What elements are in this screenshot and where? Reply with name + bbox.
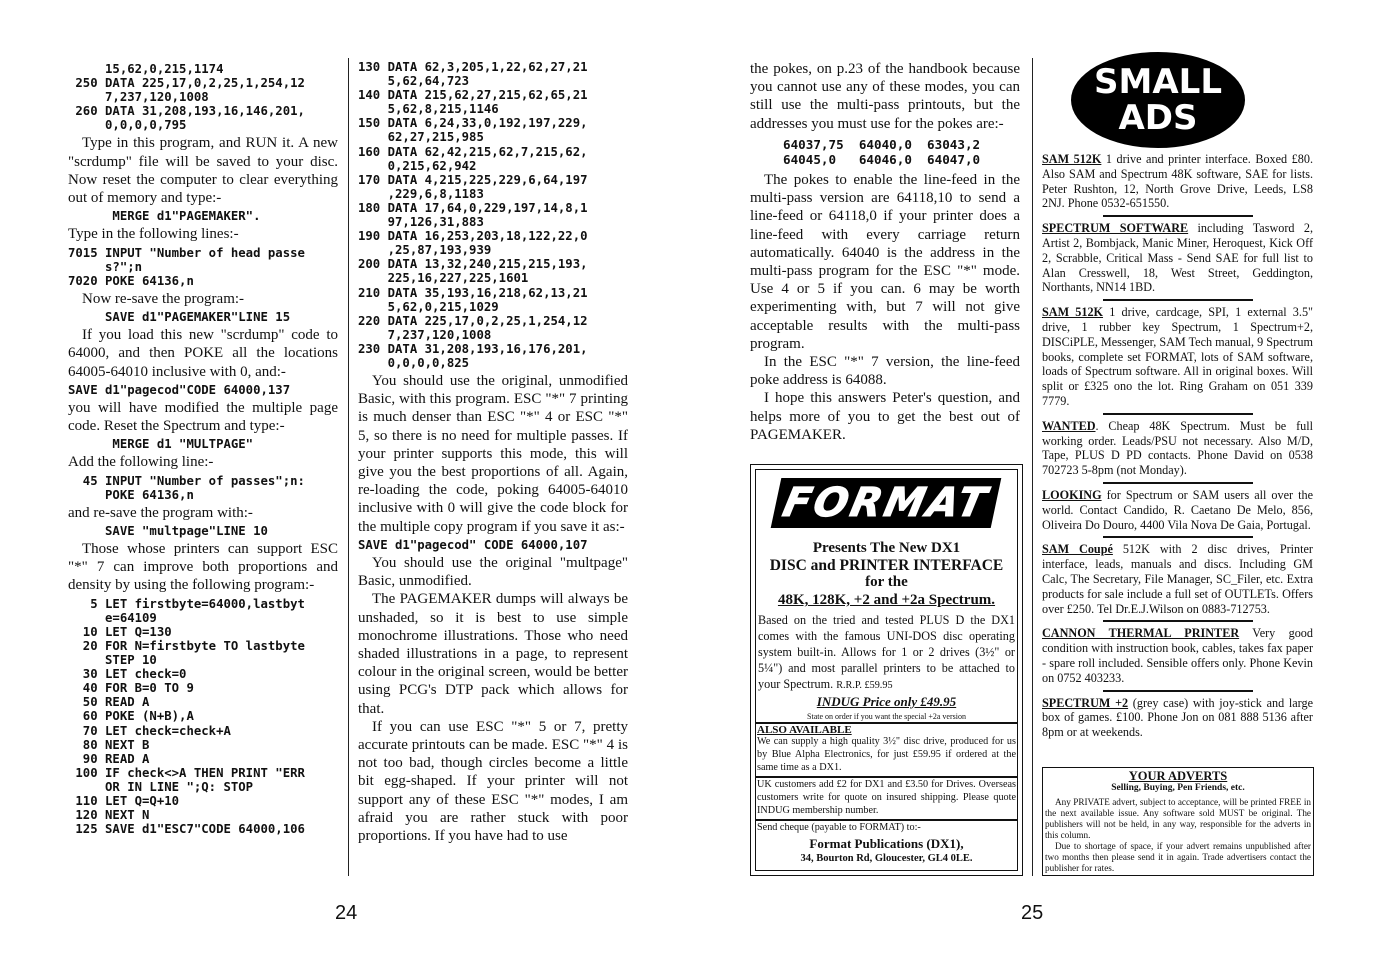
ad-separator [1103, 215, 1253, 217]
code-listing: 5 LET firstbyte=64000,lastbyt e=64109 10 LET Q=130 20 FOR N=firstbyte TO lastbyte STEP 10 30 LET check=0 40 FOR B=0 TO 9 50 READ A 60 POKE (N+B),A 70 LET check=check+A 80 NEXT B 90 READ A 100 IF check<>A THEN PRINT "ERR OR IN LINE ";Q: STOP 110 LET Q=Q+10 120 NEXT N 125 SAVE d1"ESC7"CODE 64000,106 [75, 596, 305, 837]
column-divider [1032, 58, 1033, 876]
small-ad [1042, 626, 1313, 685]
page-number-left: 24 [335, 902, 358, 924]
your-adverts-subtitle: Selling, Buying, Pen Friends, etc. [1111, 783, 1245, 793]
badge-line: SMALL [1094, 62, 1222, 102]
ad-separator [1103, 620, 1253, 622]
small-ad-body: 512K with 2 disc drives, Printer interface, leads, manuals and discs. Including GM Calc, The Secretary, File Manager, SC_Filer, etc. Extra products for sale include a full set of OUTLETs. Offers over £250. Tel Dr.E.J.Wilson on 0883-712753. [1042, 542, 1313, 616]
your-adverts-body: Any PRIVATE advert, subject to acceptance, will be printed FREE in the next available issue. Any software sold MUST be original. The publishers will not be held, in any way, responsible for the adverts in this column. [1045, 797, 1311, 840]
left-column-2 [358, 58, 628, 845]
page-number-right: 25 [1021, 902, 1044, 924]
small-ad-body: 1 drive, cardcage, SPI, 1 external 3.5" drive, 1 rubber key Spectrum, 1 Spectrum+2, DISCiPLE, Messenger, SAM Tech manual, 9 Spectrum books, complete set FORMAT, lots of SAM software, loads of Spectrum software. All in original boxes. Will split or £325 ono the lot. Ring Graham on 051 339 7779. [1042, 305, 1314, 408]
format-advert-inner [755, 469, 1018, 871]
ad-separator [1103, 482, 1253, 484]
format-logo-text: FORMAT [778, 480, 994, 526]
small-ad-heading: CANNON THERMAL PRINTER [1042, 626, 1240, 641]
paragraph: Those whose printers can support ESC "*" 7 can improve both proportions and density by using the following program:- [68, 541, 338, 594]
headline: for the [865, 574, 908, 590]
format-headlines [756, 540, 1017, 610]
format-advert [750, 464, 1023, 876]
your-adverts-box [1042, 767, 1314, 876]
paragraph: Now re-save the program:- [82, 290, 245, 307]
small-ad-body: including Tasword 2, Artist 2, Bombjack, Manic Miner, Heroquest, Kick Off 2, Scrabble, Critical Mass - Send SAE for full list to Alan Cresswell, 18, West Street, Geddington, Northants, NN14 1BD. [1042, 221, 1313, 295]
ad-separator [1103, 299, 1253, 301]
ad-separator [1103, 536, 1253, 538]
small-ad [1042, 542, 1313, 616]
code-listing: 15,62,0,215,1174 250 DATA 225,17,0,2,25,1,254,12 7,237,120,1008 260 DATA 31,208,193,16,146,201, 0,0,0,0,795 [75, 62, 305, 133]
small-ad-heading: LOOKING [1042, 487, 1102, 502]
small-ad [1042, 419, 1313, 478]
small-ad [1042, 488, 1313, 532]
small-ad-heading: SAM 512K [1042, 152, 1102, 166]
code-listing: MERGE d1"PAGEMAKER". [68, 209, 261, 224]
paragraph: Add the following line:- [68, 454, 214, 471]
format-rrp: R.R.P. £59.95 [836, 680, 893, 691]
ad-separator [1103, 413, 1253, 415]
small-ad-body: 1 drive and printer interface. Boxed £80. Also SAM and Spectrum 48K software, SAE for lists. Peter Rushton, 12, North Grove Drive, Leeds, LS8 2NJ. Phone 0532-651550. [1042, 152, 1313, 211]
small-ad [1042, 221, 1313, 295]
small-ad [1042, 152, 1313, 211]
headline-platforms: 48K, 128K, +2 and +2a Spectrum. [777, 592, 996, 608]
format-body-text: Based on the tried and tested PLUS D the DX1 comes with the famous UNI-DOS disc operating system built-in. Allows for 1 or 2 drives (3½" or 5¼") and most parallel printers to be attached to your Spectrum. [758, 613, 1015, 691]
small-ad-heading: SPECTRUM +2 [1042, 695, 1129, 710]
small-ads-badge [1071, 52, 1245, 148]
format-also-body: We can supply a high quality 3½" disc drive, produced for us by Blue Alpha Electronics, for just £59.95 if ordered at the same time as a DX1. [757, 736, 1016, 773]
code-listing: 130 DATA 62,3,205,1,22,62,27,21 5,62,64,723 140 DATA 215,62,27,215,62,65,21 5,62,8,215,1146 150 DATA 6,24,33,0,192,197,229, 62,27,215,985 160 DATA 62,42,215,62,7,215,62, 0,215,62,942 170 DATA 4,215,225,229,6,64,197 ,229,6,8,1183 180 DATA 17,64,0,229,197,14,8,1 97,126,31,883 190 DATA 16,253,203,18,122,22,0 ,25,87,193,939 200 DATA 13,32,240,215,215,193, 225,16,227,225,1601 210 DATA 35,193,16,218,62,13,21 5,62,0,215,1029 220 DATA 225,17,0,2,25,1,254,12 7,237,120,1008 230 DATA 31,208,193,16,176,201, 0,0,0,0,825 [358, 60, 588, 370]
headline: Presents The New DX1 [812, 540, 961, 556]
paragraph: I hope this answers Peter's question, and helps more of you to get the best out of PAGEMAKER. [750, 390, 1020, 443]
code-listing: SAVE d1"PAGEMAKER"LINE 15 [68, 310, 291, 325]
right-page [693, 0, 1386, 969]
headline: DISC and PRINTER INTERFACE [769, 557, 1004, 574]
format-also-title: ALSO AVAILABLE [757, 724, 852, 736]
format-state-note: State on order if you want the special +2a version [807, 712, 966, 721]
divider [756, 776, 1017, 778]
your-adverts-title: YOUR ADVERTS [1128, 769, 1228, 783]
code-listing: MERGE d1 "MULTPAGE" [68, 437, 254, 452]
paragraph: You should use the original, unmodified Basic, with this program. ESC "*" 7 printing is much denser than ESC "*" 4 or ESC "*" 5, so there is no need for multiple passes. If your printer supports this mode, this will give you the best proportions of all. Again, re-loading the code, poking 64005-64010 inclusive with 0 will give the code block for the multiple copy program if you save it as:- [358, 373, 628, 535]
badge-line: ADS [1118, 98, 1198, 138]
code-listing: SAVE d1"pagecod" CODE 64000,107 [358, 537, 588, 552]
format-price: INDUG Price only £49.95 [816, 694, 957, 709]
small-ad-body: for Spectrum or SAM users all over the world. Contact Candido, R. Caetano De Melo, 856, Oliveira Do Douro, 4400 Vila Nova De Gaia, Portugal. [1042, 487, 1313, 532]
small-ad-heading: WANTED [1042, 418, 1096, 433]
right-paragraphs [750, 171, 1020, 444]
column-divider [348, 58, 349, 876]
paragraph: and re-save the program with:- [68, 504, 253, 521]
left-column-1 [68, 60, 338, 838]
paragraph: Type in this program, and RUN it. A new "scrdump" file will be saved to your disc. Now reset the computer to clear everything out of memory and type:- [68, 135, 338, 207]
format-address: 34, Bourton Rd, Gloucester, GL4 0LE. [800, 853, 973, 864]
small-ad [1042, 305, 1313, 409]
small-ad-body: . Cheap 48K Spectrum. Must be full working order. Leads/PSU not necessary. Also M/D, Tape, PLUS D PD contacts. Phone David on 0538 702723 5-8pm (not Monday). [1042, 418, 1313, 478]
poke-table: 64037,75 64040,0 63043,2 64045,0 64046,0 64047,0 [783, 136, 981, 168]
code-listing: SAVE "multpage"LINE 10 [68, 523, 268, 538]
format-logo [771, 478, 1002, 528]
paragraph: If you load this new "scrdump" code to 64000, and then POKE all the locations 64005-64010 inclusive with 0, and:- [68, 327, 338, 380]
format-uk-note: UK customers add £2 for DX1 and £3.50 for Drives. Overseas customers write for quote on insured shipping. Please quote INDUG membership number. [757, 779, 1016, 816]
paragraph: Type in the following lines:- [68, 226, 239, 243]
paragraph: The pokes to enable the line-feed in the multi-pass version are 64118,10 to send a line-feed or 64118,0 if your printer does a line-feed with every carriage return automatically. 64040 is the address in the multi-pass program for the ESC "*" mode. Use 4 or 5 if you can. 6 may be worth experimenting with, but 7 will not give acceptable results with the multi-pass program. [750, 172, 1020, 352]
paragraph: the pokes, on p.23 of the handbook because you cannot use any of these modes, you can still use the multi-pass printouts, but the addresses you must use for the pokes are:- [750, 61, 1020, 132]
paragraph: In the ESC "*" 7 version, the line-feed poke address is 64088. [750, 354, 1020, 389]
your-adverts-body: Due to shortage of space, if your advert remains unpublished after two months then please send it in again. Trade advertisers contact the publisher for rates. [1045, 841, 1311, 873]
small-ad-body: Very good condition with instruction book, cables, takes fax paper - spare roll included. Sensible offers only. Phone Kevin on 0752 403233. [1042, 626, 1313, 685]
format-send-note: Send cheque (payable to FORMAT) to:- [757, 822, 921, 833]
small-ad-heading: SPECTRUM SOFTWARE [1042, 221, 1189, 236]
format-company: Format Publications (DX1), [809, 836, 964, 851]
code-listing: 45 INPUT "Number of passes";n: POKE 64136,n [82, 473, 305, 502]
small-ad [1042, 696, 1313, 740]
small-ad-heading: SAM 512K [1042, 305, 1104, 320]
paragraph: You should use the original "multpage" Basic, unmodified. [358, 554, 628, 590]
format-body [758, 612, 1015, 692]
code-listing: SAVE d1"pagecod"CODE 64000,137 [68, 382, 291, 397]
divider [756, 819, 1017, 821]
ad-separator [1103, 690, 1253, 692]
right-column-1 [750, 60, 1020, 444]
paragraph: The PAGEMAKER dumps will always be unshaded, so it is best to use simple monochrome illustrations. Those who need shaded illustrations in a page, to represent colour in the original screen, would be better using PCG's DTP pack which allows for that. [358, 591, 628, 717]
small-ads-list [1042, 152, 1313, 740]
paragraph: you will have modified the multiple page code. Reset the Spectrum and type:- [68, 399, 338, 435]
small-ad-body: (grey case) with joy-stick and large box of games. £100. Phone Jon on 081 888 5136 after 8pm or at weekends. [1042, 695, 1313, 740]
code-listing: 7015 INPUT "Number of head passe s?";n 7020 POKE 64136,n [68, 245, 305, 288]
paragraph: If you can use ESC "*" 5 or 7, pretty accurate printouts can be made. ESC "*" 4 is not too bad, though circles become a little bit egg-shaped. If your printer will not support any of these ESC "*" modes, I am afraid you are rather stuck with poor proportions. If you have had to use [358, 718, 628, 845]
small-ad-heading: SAM Coupé [1042, 542, 1113, 557]
